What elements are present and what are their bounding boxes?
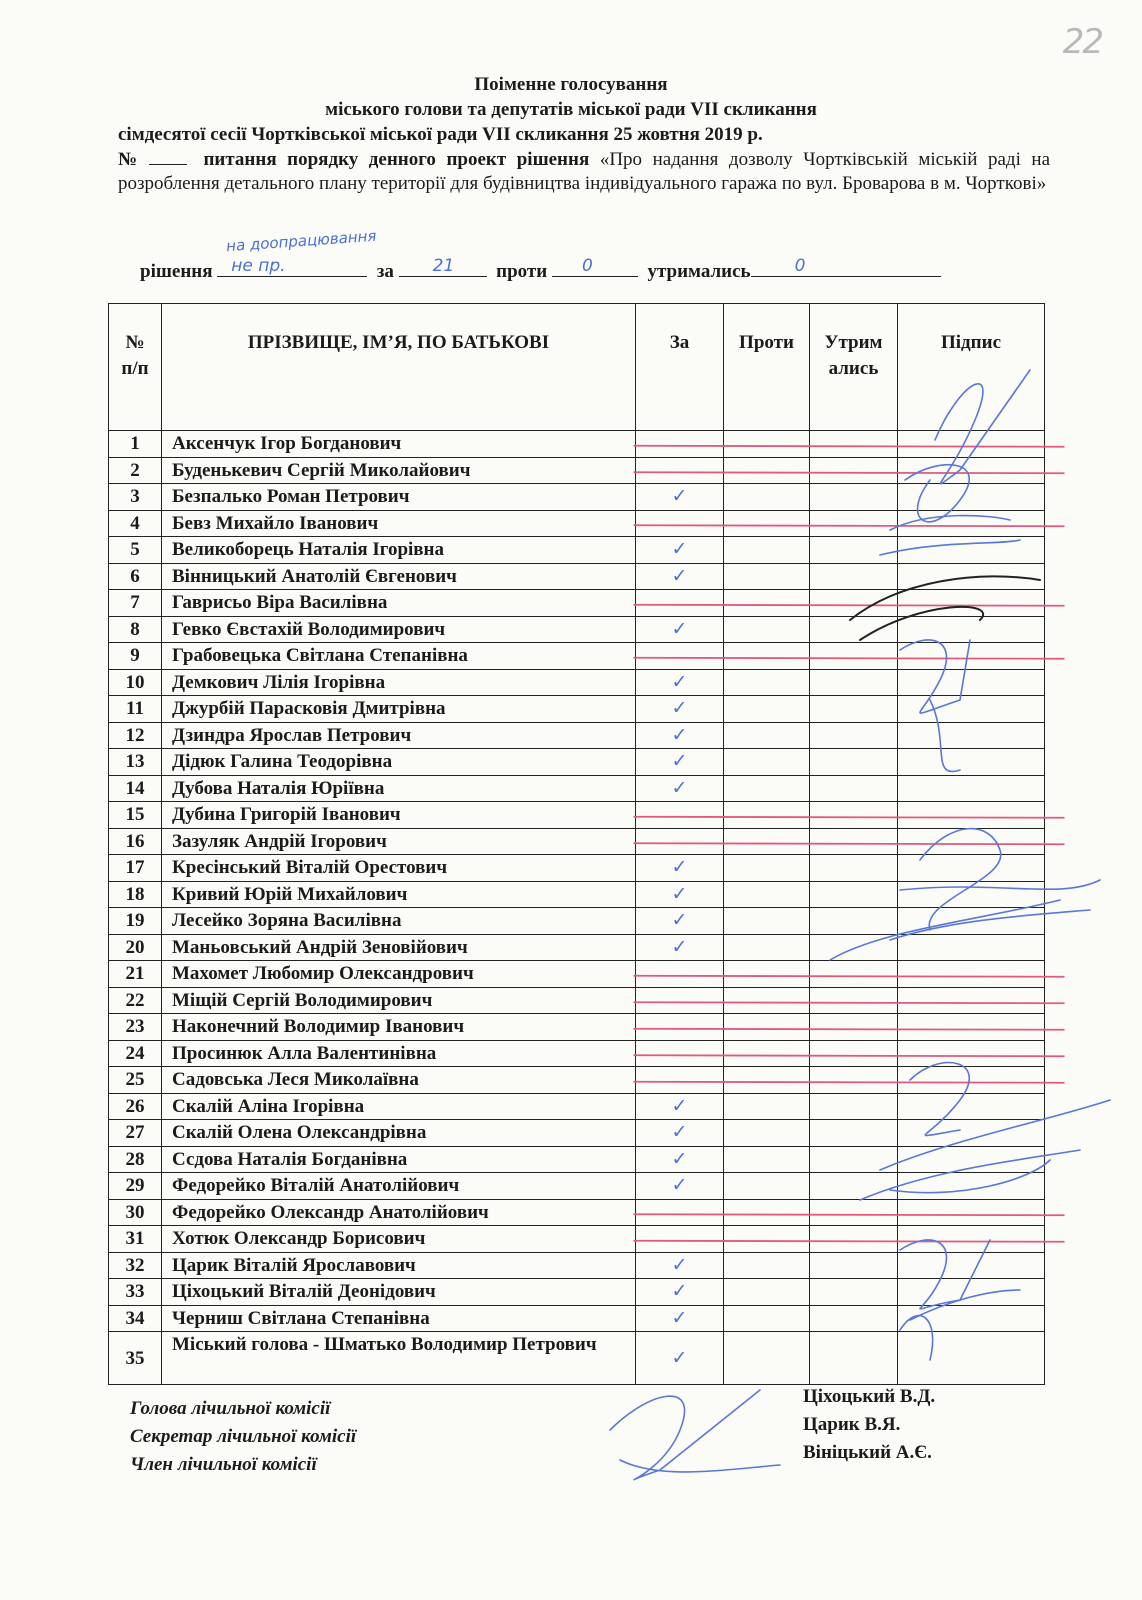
member-name: Великоборець Наталія Ігорівна [162,537,636,564]
vote-for-mark [636,987,724,1014]
row-number: 2 [109,457,162,484]
vote-against-cell [724,669,810,696]
agenda-question [118,148,1050,196]
member-name: Грабовецька Світлана Степанівна [162,643,636,670]
question-number-blank [149,150,187,165]
signature-cell [898,881,1045,908]
signature-cell [898,802,1045,829]
vote-against-cell [724,616,810,643]
vote-against-cell [724,1014,810,1041]
vote-abstain-cell [810,1226,898,1253]
row-number: 32 [109,1252,162,1279]
vote-for-mark [636,643,724,670]
signature-cell [898,1305,1045,1332]
vote-abstain-cell [810,775,898,802]
vote-against-cell [724,802,810,829]
vote-against-cell [724,1173,810,1200]
row-number: 21 [109,961,162,988]
member-name: Демкович Лілія Ігорівна [162,669,636,696]
vote-abstain-cell [810,987,898,1014]
vote-against-cell [724,563,810,590]
member-name: Федорейко Олександр Анатолійович [162,1199,636,1226]
abstain-count-field [751,256,941,277]
table-row [109,1040,1045,1067]
signature-cell [898,1120,1045,1147]
table-row [109,961,1045,988]
table-row [109,1305,1045,1332]
question-number-label: № [118,149,143,170]
vote-abstain-cell [810,908,898,935]
vote-abstain-cell [810,669,898,696]
signature-cell [898,1014,1045,1041]
row-number: 26 [109,1093,162,1120]
row-number: 1 [109,431,162,458]
vote-table [108,303,1045,1385]
member-name: Міщій Сергій Володимирович [162,987,636,1014]
vote-against-cell [724,643,810,670]
vote-abstain-cell [810,1120,898,1147]
row-number: 34 [109,1305,162,1332]
against-count: 0 [581,256,593,276]
signature-cell [898,484,1045,511]
vote-abstain-cell [810,1199,898,1226]
vote-abstain-cell [810,749,898,776]
vote-against-cell [724,722,810,749]
table-row [109,934,1045,961]
member-name: Зазуляк Андрій Ігорович [162,828,636,855]
col-header-for: За [636,304,724,431]
vote-for-mark [636,510,724,537]
table-row [109,669,1045,696]
page-number: 22 [1062,22,1102,62]
row-number: 30 [109,1199,162,1226]
vote-against-cell [724,1093,810,1120]
commission-names [803,1383,935,1467]
vote-abstain-cell [810,563,898,590]
vote-abstain-cell [810,643,898,670]
vote-for-mark [636,431,724,458]
signature-cell [898,1252,1045,1279]
vote-abstain-cell [810,616,898,643]
vote-for-mark: ✓ [636,1305,724,1332]
table-row [109,643,1045,670]
vote-for-mark: ✓ [636,1279,724,1306]
vote-for-mark: ✓ [636,1120,724,1147]
abstain-label: утримались [647,261,751,282]
vote-abstain-cell [810,1332,898,1385]
session-line: сімдесятої сесії Чортківської міської ради VII скликання 25 жовтня 2019 р. [118,124,763,145]
vote-against-cell [724,1067,810,1094]
member-label: Член лічильної комісії [130,1454,317,1475]
table-row [109,1146,1045,1173]
vote-for-mark: ✓ [636,1173,724,1200]
member-name: Ціхоцький Віталій Деонідович [162,1279,636,1306]
signature-cell [898,537,1045,564]
vote-against-cell [724,431,810,458]
vote-against-cell [724,484,810,511]
row-number: 10 [109,669,162,696]
chair-label: Голова лічильної комісії [130,1398,331,1419]
vote-for-mark [636,1014,724,1041]
member-name: Буденькевич Сергій Миколайович [162,457,636,484]
signature-cell [898,987,1045,1014]
vote-against-cell [724,934,810,961]
vote-for-mark: ✓ [636,537,724,564]
signature-cell [898,1067,1045,1094]
signature-cell [898,563,1045,590]
row-number: 31 [109,1226,162,1253]
vote-abstain-cell [810,484,898,511]
member-name: Махомет Любомир Олександрович [162,961,636,988]
vote-abstain-cell [810,696,898,723]
signature-cell [898,510,1045,537]
table-row [109,1252,1045,1279]
vote-for-mark: ✓ [636,934,724,961]
member-name: Міський голова - Шматько Володимир Петрович [162,1332,636,1385]
decision-line [140,256,941,283]
vote-for-mark: ✓ [636,696,724,723]
vote-against-cell [724,1199,810,1226]
row-number: 20 [109,934,162,961]
vote-against-cell [724,961,810,988]
row-number: 6 [109,563,162,590]
member-name: Дзиндра Ярослав Петрович [162,722,636,749]
member-name: Кривий Юрій Михайлович [162,881,636,908]
table-row [109,1120,1045,1147]
vote-abstain-cell [810,961,898,988]
signature-cell [898,855,1045,882]
vote-abstain-cell [810,537,898,564]
signature-cell [898,828,1045,855]
row-number: 11 [109,696,162,723]
col-header-against: Проти [724,304,810,431]
signature-cell [898,749,1045,776]
vote-for-mark: ✓ [636,563,724,590]
handwritten-note: на доопрацювання [225,226,377,256]
vote-against-cell [724,510,810,537]
member-name: Безпалько Роман Петрович [162,484,636,511]
vote-abstain-cell [810,1305,898,1332]
signature-cell [898,1279,1045,1306]
row-number: 12 [109,722,162,749]
col-header-num: № п/п [109,304,162,431]
member-name: Гаврисьо Віра Василівна [162,590,636,617]
member-name: Кресінський Віталій Орестович [162,855,636,882]
table-row [109,484,1045,511]
table-row [109,802,1045,829]
vote-table-body [109,431,1045,1385]
signature-cell [898,696,1045,723]
vote-abstain-cell [810,1014,898,1041]
document-subtitle: міського голови та депутатів міської ради VII скликання [325,99,817,120]
vote-for-mark [636,1226,724,1253]
against-count-field [552,256,638,277]
signature-cell [898,669,1045,696]
signature-cell [898,616,1045,643]
vote-abstain-cell [810,722,898,749]
vote-against-cell [724,828,810,855]
vote-against-cell [724,908,810,935]
vote-abstain-cell [810,1173,898,1200]
vote-for-mark [636,1040,724,1067]
vote-for-mark: ✓ [636,908,724,935]
vote-for-mark: ✓ [636,1146,724,1173]
vote-abstain-cell [810,1279,898,1306]
vote-against-cell [724,1226,810,1253]
table-row [109,431,1045,458]
member-name: Царик Віталій Ярославович [162,1252,636,1279]
member-name: Скалій Олена Олександрівна [162,1120,636,1147]
vote-against-cell [724,537,810,564]
vote-abstain-cell [810,855,898,882]
row-number: 18 [109,881,162,908]
row-number: 25 [109,1067,162,1094]
row-number: 3 [109,484,162,511]
vote-abstain-cell [810,934,898,961]
chair-name: Ціхоцький В.Д. [803,1386,936,1407]
for-count-field [399,256,487,277]
member-name: Гевко Євстахій Володимирович [162,616,636,643]
commission-signature [610,1390,780,1480]
signature-cell [898,431,1045,458]
table-row [109,696,1045,723]
vote-against-cell [724,775,810,802]
signature-cell [898,1332,1045,1385]
table-row [109,987,1045,1014]
vote-abstain-cell [810,1252,898,1279]
row-number: 8 [109,616,162,643]
document-title: Поіменне голосування [474,74,668,95]
table-row [109,855,1045,882]
vote-for-mark: ✓ [636,881,724,908]
table-row [109,1173,1045,1200]
vote-abstain-cell [810,457,898,484]
vote-for-mark [636,590,724,617]
abstain-count: 0 [794,256,806,276]
signature-cell [898,1093,1045,1120]
vote-against-cell [724,1252,810,1279]
decision-label: рішення [140,261,213,282]
vote-for-mark: ✓ [636,775,724,802]
row-number: 15 [109,802,162,829]
secretary-label: Секретар лічильної комісії [130,1426,357,1447]
member-name: Дубова Наталія Юріївна [162,775,636,802]
table-row [109,510,1045,537]
signature-cell [898,590,1045,617]
table-row [109,457,1045,484]
vote-abstain-cell [810,590,898,617]
secretary-name: Царик В.Я. [803,1414,901,1435]
vote-abstain-cell [810,1093,898,1120]
vote-against-cell [724,1146,810,1173]
signature-cell [898,1040,1045,1067]
vote-against-cell [724,855,810,882]
vote-against-cell [724,749,810,776]
table-row [109,1014,1045,1041]
member-name: Джурбій Парасковія Дмитрівна [162,696,636,723]
member-name: Маньовський Андрій Зеновійович [162,934,636,961]
row-number: 35 [109,1332,162,1385]
member-name: Дідюк Галина Теодорівна [162,749,636,776]
question-label: питання порядку денного проект рішення [203,149,590,170]
signature-cell [898,1226,1045,1253]
row-number: 13 [109,749,162,776]
row-number: 28 [109,1146,162,1173]
member-name: Вінницький Анатолій Євгенович [162,563,636,590]
col-header-abstain: Утримались [810,304,898,431]
signature-cell [898,908,1045,935]
vote-abstain-cell [810,881,898,908]
member-name: Черниш Світлана Степанівна [162,1305,636,1332]
member-name: Просинюк Алла Валентинівна [162,1040,636,1067]
signature-cell [898,775,1045,802]
member-name: Дубина Григорій Іванович [162,802,636,829]
table-row [109,749,1045,776]
member-name: Хотюк Олександр Борисович [162,1226,636,1253]
vote-against-cell [724,1279,810,1306]
against-label: проти [496,261,548,282]
signature-cell [898,934,1045,961]
for-label: за [376,261,394,282]
member-name: Федорейко Віталій Анатолійович [162,1173,636,1200]
row-number: 23 [109,1014,162,1041]
vote-for-mark [636,961,724,988]
vote-abstain-cell [810,1040,898,1067]
row-number: 19 [109,908,162,935]
vote-against-cell [724,1332,810,1385]
member-name: Аксенчук Ігор Богданович [162,431,636,458]
vote-against-cell [724,590,810,617]
col-header-signature: Підпис [898,304,1045,431]
vote-abstain-cell [810,802,898,829]
row-number: 27 [109,1120,162,1147]
table-row [109,1067,1045,1094]
vote-against-cell [724,1305,810,1332]
member-name: Садовська Леся Миколаївна [162,1067,636,1094]
signature-cell [898,1173,1045,1200]
member-name: Лесейко Зоряна Василівна [162,908,636,935]
vote-against-cell [724,696,810,723]
row-number: 14 [109,775,162,802]
row-number: 7 [109,590,162,617]
row-number: 4 [109,510,162,537]
signature-cell [898,1199,1045,1226]
row-number: 9 [109,643,162,670]
signature-cell [898,961,1045,988]
vote-for-mark [636,828,724,855]
vote-for-mark: ✓ [636,669,724,696]
for-count: 21 [432,256,455,276]
table-row [109,1199,1045,1226]
row-number: 16 [109,828,162,855]
member-name: Ссдова Наталія Богданівна [162,1146,636,1173]
vote-against-cell [724,1040,810,1067]
table-row [109,1093,1045,1120]
member-name: Наконечний Володимир Іванович [162,1014,636,1041]
table-row [109,1332,1045,1385]
vote-abstain-cell [810,828,898,855]
row-number: 5 [109,537,162,564]
vote-for-mark [636,457,724,484]
vote-against-cell [724,881,810,908]
table-row [109,1226,1045,1253]
signature-cell [898,643,1045,670]
vote-for-mark [636,1199,724,1226]
decision-handwritten: не пр. [231,256,286,276]
vote-abstain-cell [810,1146,898,1173]
vote-for-mark: ✓ [636,1252,724,1279]
table-row [109,616,1045,643]
vote-for-mark: ✓ [636,484,724,511]
signature-cell [898,1146,1045,1173]
signature-cell [898,722,1045,749]
vote-for-mark [636,802,724,829]
table-row [109,537,1045,564]
table-row [109,828,1045,855]
col-header-name: ПРІЗВИЩЕ, ІМ’Я, ПО БАТЬКОВІ [162,304,636,431]
vote-abstain-cell [810,431,898,458]
commission-labels [130,1395,356,1479]
row-number: 24 [109,1040,162,1067]
vote-abstain-cell [810,510,898,537]
vote-against-cell [724,1120,810,1147]
table-row [109,722,1045,749]
table-row [109,775,1045,802]
vote-against-cell [724,987,810,1014]
table-header-row [109,304,1045,431]
member-name: Бевз Михайло Іванович [162,510,636,537]
question-text: «Про надання дозволу Чортківській міській раді на розроблення детального плану території для будівництва індивідуального гаража по вул. Броварова в м. Чорткові» [118,149,1051,194]
row-number: 22 [109,987,162,1014]
member-name: Вініцький А.Є. [803,1442,932,1463]
table-row [109,590,1045,617]
vote-for-mark: ✓ [636,855,724,882]
table-row [109,1279,1045,1306]
vote-for-mark: ✓ [636,1332,724,1385]
vote-for-mark: ✓ [636,749,724,776]
vote-for-mark: ✓ [636,616,724,643]
vote-for-mark [636,1067,724,1094]
vote-abstain-cell [810,1067,898,1094]
table-row [109,563,1045,590]
vote-against-cell [724,457,810,484]
vote-for-mark: ✓ [636,1093,724,1120]
table-row [109,908,1045,935]
row-number: 29 [109,1173,162,1200]
table-row [109,881,1045,908]
member-name: Скалій Аліна Ігорівна [162,1093,636,1120]
vote-for-mark: ✓ [636,722,724,749]
row-number: 33 [109,1279,162,1306]
row-number: 17 [109,855,162,882]
signature-cell [898,457,1045,484]
decision-field [217,256,367,277]
